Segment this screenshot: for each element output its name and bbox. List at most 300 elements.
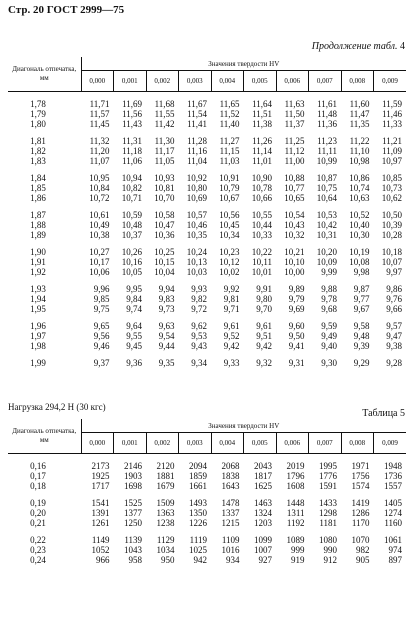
hardness-cell: 9,76 xyxy=(386,294,402,304)
hardness-cell: 1995 xyxy=(319,461,337,471)
hardness-cell: 11,12 xyxy=(284,146,305,156)
hardness-cell: 9,96 xyxy=(93,284,110,294)
hardness-cell: 1796 xyxy=(286,471,305,481)
hardness-cell: 10,47 xyxy=(154,220,175,230)
hardness-cell: 897 xyxy=(388,555,402,565)
hardness-cell: 9,86 xyxy=(386,284,402,294)
hardness-cell: 10,52 xyxy=(349,210,370,220)
hardness-table-5 xyxy=(8,419,406,565)
hardness-cell: 10,07 xyxy=(381,257,402,267)
hardness-cell: 9,72 xyxy=(191,304,207,314)
hardness-cell: 10,19 xyxy=(349,247,370,257)
hardness-cell: 9,29 xyxy=(353,358,370,368)
hardness-cell: 11,22 xyxy=(349,136,370,146)
table-row xyxy=(8,146,406,156)
hardness-cell: 10,94 xyxy=(121,173,142,183)
hardness-cell: 10,11 xyxy=(252,257,272,267)
hardness-cell: 10,34 xyxy=(219,230,240,240)
hardness-cell: 10,55 xyxy=(251,210,272,220)
table-row xyxy=(8,508,406,518)
hardness-cell: 9,28 xyxy=(386,358,402,368)
hardness-cell: 10,25 xyxy=(154,247,175,257)
hardness-cell: 1007 xyxy=(254,545,272,555)
hardness-cell: 2173 xyxy=(91,461,110,471)
hardness-cell: 9,33 xyxy=(223,358,240,368)
hardness-cell: 1215 xyxy=(221,518,240,528)
diagonal-cell: 1,89 xyxy=(30,230,46,240)
hardness-cell: 9,99 xyxy=(321,267,337,277)
hardness-cell: 11,26 xyxy=(252,136,272,146)
table-row xyxy=(8,528,406,545)
hardness-cell: 10,91 xyxy=(219,173,240,183)
hardness-cell: 1337 xyxy=(221,508,240,518)
column-header: 0,000 xyxy=(81,71,114,92)
hardness-cell: 9,34 xyxy=(191,358,207,368)
hardness-cell: 1061 xyxy=(384,535,402,545)
table-row xyxy=(8,294,406,304)
hardness-cell: 11,71 xyxy=(89,99,110,109)
hardness-cell: 1238 xyxy=(156,518,175,528)
hardness-cell: 10,21 xyxy=(284,247,305,257)
hardness-cell: 11,60 xyxy=(349,99,370,109)
hardness-cell: 10,26 xyxy=(121,247,142,257)
hardness-cell: 9,51 xyxy=(256,331,272,341)
hardness-cell: 10,48 xyxy=(121,220,142,230)
hardness-cell: 942 xyxy=(193,555,207,565)
hardness-cell: 9,83 xyxy=(158,294,175,304)
hardness-cell: 9,59 xyxy=(321,321,337,331)
hardness-cell: 1736 xyxy=(384,471,402,481)
hardness-cell: 9,84 xyxy=(126,294,142,304)
hardness-cell: 9,31 xyxy=(288,358,305,368)
hardness-cell: 10,44 xyxy=(251,220,272,230)
hardness-cell: 9,42 xyxy=(223,341,240,351)
hardness-cell: 11,30 xyxy=(154,136,175,146)
table-row xyxy=(8,277,406,294)
hardness-cell: 10,86 xyxy=(349,173,370,183)
diagonal-cell: 1,84 xyxy=(30,173,46,183)
hardness-cell: 10,92 xyxy=(186,173,207,183)
hardness-cell: 11,01 xyxy=(252,156,272,166)
hardness-cell: 11,33 xyxy=(382,119,402,129)
hardness-cell: 10,78 xyxy=(251,183,272,193)
hardness-cell: 1433 xyxy=(319,498,337,508)
column-header: 0,004 xyxy=(211,433,244,454)
table-row xyxy=(8,481,406,491)
hardness-cell: 11,23 xyxy=(317,136,337,146)
hardness-cell: 11,69 xyxy=(122,99,142,109)
hardness-cell: 11,14 xyxy=(252,146,272,156)
diagonal-cell: 1,91 xyxy=(30,257,46,267)
hardness-cell: 9,65 xyxy=(93,321,110,331)
diagonal-cell: 1,87 xyxy=(30,210,46,220)
hardness-cell: 10,45 xyxy=(219,220,240,230)
hardness-cell: 9,60 xyxy=(288,321,305,331)
hardness-cell: 1591 xyxy=(319,481,337,491)
hardness-cell: 1139 xyxy=(124,535,142,545)
diagonal-cell: 0,23 xyxy=(30,545,46,555)
hardness-cell: 1776 xyxy=(319,471,337,481)
hardness-cell: 11,51 xyxy=(252,109,272,119)
hardness-cell: 2094 xyxy=(189,461,207,471)
hardness-cell: 10,23 xyxy=(219,247,240,257)
hardness-cell: 1109 xyxy=(221,535,240,545)
hardness-cell: 9,41 xyxy=(288,341,305,351)
hardness-cell: 9,98 xyxy=(353,267,370,277)
column-header: 0,003 xyxy=(179,71,212,92)
load-label: Нагрузка 294,2 Н (30 кгс) xyxy=(8,402,106,412)
hardness-cell: 10,00 xyxy=(284,267,305,277)
column-header: 0,008 xyxy=(341,433,374,454)
hardness-cell: 10,59 xyxy=(121,210,142,220)
hardness-cell: 10,93 xyxy=(154,173,175,183)
hardness-cell: 974 xyxy=(388,545,402,555)
hardness-cell: 10,61 xyxy=(89,210,110,220)
hardness-cell: 10,99 xyxy=(316,156,337,166)
hardness-cell: 9,50 xyxy=(288,331,305,341)
hardness-cell: 10,77 xyxy=(284,183,305,193)
table-row xyxy=(8,203,406,220)
column-header: 0,007 xyxy=(309,433,342,454)
hardness-cell: 11,37 xyxy=(284,119,305,129)
hardness-cell: 10,13 xyxy=(186,257,207,267)
hardness-cell: 11,40 xyxy=(219,119,240,129)
hardness-cell: 10,74 xyxy=(349,183,370,193)
hardness-cell: 950 xyxy=(161,555,175,565)
hardness-cell: 2068 xyxy=(221,461,240,471)
hardness-cell: 11,32 xyxy=(89,136,110,146)
hardness-cell: 11,28 xyxy=(187,136,207,146)
hardness-cell: 1509 xyxy=(156,498,175,508)
hardness-cell: 10,53 xyxy=(316,210,337,220)
hardness-cell: 9,48 xyxy=(353,331,370,341)
hardness-cell: 10,72 xyxy=(89,193,110,203)
hardness-cell: 9,95 xyxy=(126,284,142,294)
hardness-cell: 10,49 xyxy=(89,220,110,230)
table-row xyxy=(8,183,406,193)
diagonal-header: Диагональ отпечатка, мм xyxy=(8,57,81,92)
hardness-cell: 1261 xyxy=(91,518,110,528)
hardness-cell: 11,17 xyxy=(154,146,175,156)
table-row xyxy=(8,314,406,331)
hardness-cell: 10,39 xyxy=(381,220,402,230)
hardness-cell: 1493 xyxy=(189,498,207,508)
column-header: 0,006 xyxy=(276,433,309,454)
hardness-cell: 10,62 xyxy=(381,193,402,203)
hardness-cell: 1903 xyxy=(124,471,142,481)
hardness-cell: 2146 xyxy=(124,461,142,471)
hardness-cell: 10,65 xyxy=(284,193,305,203)
hardness-cell: 10,57 xyxy=(186,210,207,220)
hardness-cell: 11,36 xyxy=(317,119,337,129)
hardness-cell: 2043 xyxy=(254,461,272,471)
hardness-cell: 9,44 xyxy=(158,341,175,351)
hardness-cell: 1080 xyxy=(319,535,337,545)
hardness-cell: 1324 xyxy=(254,508,272,518)
hardness-cell: 11,56 xyxy=(122,109,142,119)
hardness-cell: 1448 xyxy=(286,498,305,508)
hardness-cell: 11,64 xyxy=(252,99,272,109)
hardness-cell: 1881 xyxy=(156,471,175,481)
hardness-cell: 10,98 xyxy=(349,156,370,166)
hardness-cell: 10,06 xyxy=(89,267,110,277)
hardness-cell: 1089 xyxy=(286,535,305,545)
hardness-cell: 10,42 xyxy=(316,220,337,230)
hardness-cell: 10,58 xyxy=(154,210,175,220)
diagonal-cell: 1,80 xyxy=(30,119,46,129)
hardness-cell: 11,09 xyxy=(382,146,402,156)
hardness-cell: 10,70 xyxy=(154,193,175,203)
hardness-cell: 10,43 xyxy=(284,220,305,230)
hardness-cell: 10,10 xyxy=(284,257,305,267)
hardness-cell: 10,54 xyxy=(284,210,305,220)
hardness-cell: 1405 xyxy=(384,498,402,508)
hardness-cell: 11,46 xyxy=(382,109,402,119)
hardness-cell: 10,63 xyxy=(349,193,370,203)
hardness-cell: 9,63 xyxy=(158,321,175,331)
hardness-cell: 11,03 xyxy=(219,156,240,166)
hardness-cell: 10,09 xyxy=(316,257,337,267)
hardness-cell: 934 xyxy=(226,555,240,565)
hardness-cell: 927 xyxy=(258,555,272,565)
table-row xyxy=(8,220,406,230)
hardness-cell: 9,43 xyxy=(191,341,207,351)
table-row xyxy=(8,109,406,119)
hardness-cell: 11,31 xyxy=(122,136,142,146)
hardness-cell: 10,17 xyxy=(89,257,110,267)
hardness-cell: 1149 xyxy=(91,535,110,545)
hardness-cell: 11,52 xyxy=(219,109,240,119)
hardness-cell: 9,46 xyxy=(93,341,110,351)
hardness-cell: 9,55 xyxy=(126,331,142,341)
hardness-cell: 10,64 xyxy=(316,193,337,203)
table-row xyxy=(8,341,406,351)
hardness-cell: 1574 xyxy=(351,481,370,491)
diagonal-header: Диагональ отпечатка, мм xyxy=(8,419,81,454)
hardness-cell: 9,70 xyxy=(256,304,272,314)
hardness-cell: 11,11 xyxy=(317,146,337,156)
hardness-cell: 1025 xyxy=(189,545,207,555)
column-header: 0,006 xyxy=(276,71,309,92)
hardness-cell: 10,36 xyxy=(154,230,175,240)
hardness-cell: 10,85 xyxy=(381,173,402,183)
diagonal-cell: 1,85 xyxy=(30,183,46,193)
hardness-cell: 9,37 xyxy=(93,358,110,368)
hardness-cell: 9,79 xyxy=(288,294,305,304)
diagonal-cell: 1,88 xyxy=(30,220,46,230)
diagonal-cell: 1,82 xyxy=(30,146,46,156)
hardness-cell: 10,38 xyxy=(89,230,110,240)
hardness-cell: 11,21 xyxy=(382,136,402,146)
hardness-cell: 1643 xyxy=(221,481,240,491)
hardness-cell: 1377 xyxy=(124,508,142,518)
hardness-cell: 9,45 xyxy=(126,341,142,351)
hardness-cell: 9,71 xyxy=(223,304,240,314)
hardness-cell: 9,91 xyxy=(256,284,272,294)
hardness-cell: 11,35 xyxy=(349,119,370,129)
hardness-table-4 xyxy=(8,57,406,368)
hardness-cell: 9,61 xyxy=(256,321,272,331)
hardness-cell: 919 xyxy=(291,555,305,565)
table-row xyxy=(8,92,406,110)
hardness-cell: 11,07 xyxy=(89,156,110,166)
hardness-cell: 10,05 xyxy=(121,267,142,277)
hardness-cell: 9,35 xyxy=(158,358,175,368)
hardness-cell: 10,90 xyxy=(251,173,272,183)
column-header: 0,007 xyxy=(309,71,342,92)
hardness-cell: 1463 xyxy=(254,498,272,508)
hardness-cell: 11,54 xyxy=(187,109,207,119)
hardness-cell: 9,52 xyxy=(223,331,240,341)
hardness-cell: 9,69 xyxy=(288,304,305,314)
hardness-cell: 11,65 xyxy=(219,99,240,109)
hardness-cell: 10,08 xyxy=(349,257,370,267)
hardness-cell: 11,41 xyxy=(187,119,207,129)
hardness-cell: 9,97 xyxy=(386,267,402,277)
hardness-cell: 1756 xyxy=(351,471,370,481)
hardness-cell: 9,68 xyxy=(321,304,337,314)
hardness-cell: 10,75 xyxy=(316,183,337,193)
hardness-cell: 10,28 xyxy=(381,230,402,240)
hardness-cell: 10,18 xyxy=(381,247,402,257)
hardness-cell: 10,32 xyxy=(284,230,305,240)
hardness-cell: 11,61 xyxy=(317,99,337,109)
hardness-cell: 11,57 xyxy=(89,109,110,119)
table-row xyxy=(8,230,406,240)
hardness-cell: 10,67 xyxy=(219,193,240,203)
hardness-cell: 1625 xyxy=(254,481,272,491)
diagonal-cell: 1,98 xyxy=(30,341,46,351)
diagonal-cell: 0,19 xyxy=(30,498,46,508)
table-row xyxy=(8,156,406,166)
hardness-cell: 999 xyxy=(291,545,305,555)
hardness-cell: 11,48 xyxy=(317,109,337,119)
hardness-cell: 10,33 xyxy=(251,230,272,240)
hardness-cell: 11,63 xyxy=(284,99,305,109)
hardness-cell: 10,79 xyxy=(219,183,240,193)
hardness-cell: 10,12 xyxy=(219,257,240,267)
hardness-cell: 10,02 xyxy=(219,267,240,277)
hardness-cell: 10,03 xyxy=(186,267,207,277)
hardness-cell: 9,80 xyxy=(256,294,272,304)
column-header: 0,001 xyxy=(114,433,147,454)
hardness-cell: 9,40 xyxy=(321,341,337,351)
hardness-cell: 1070 xyxy=(351,535,370,545)
table-5-label: Таблица 5 xyxy=(362,408,405,419)
table-row xyxy=(8,491,406,508)
hardness-cell: 1034 xyxy=(156,545,175,555)
hardness-cell: 10,95 xyxy=(89,173,110,183)
hardness-cell: 10,46 xyxy=(186,220,207,230)
column-header: 0,008 xyxy=(341,71,374,92)
hardness-cell: 10,84 xyxy=(89,183,110,193)
hardness-cell: 11,59 xyxy=(382,99,402,109)
column-header: 0,003 xyxy=(179,433,212,454)
hardness-cell: 10,66 xyxy=(251,193,272,203)
hardness-cell: 10,50 xyxy=(381,210,402,220)
hardness-cell: 9,42 xyxy=(256,341,272,351)
hardness-cell: 1160 xyxy=(384,518,402,528)
diagonal-cell: 0,24 xyxy=(30,555,46,565)
hardness-cell: 1203 xyxy=(254,518,272,528)
hardness-cell: 9,94 xyxy=(158,284,175,294)
hardness-cell: 11,15 xyxy=(219,146,240,156)
hardness-cell: 10,30 xyxy=(349,230,370,240)
column-header: 0,002 xyxy=(146,433,179,454)
hardness-cell: 11,20 xyxy=(89,146,110,156)
hardness-cell: 10,16 xyxy=(121,257,142,267)
hardness-cell: 10,73 xyxy=(381,183,402,193)
hardness-cell: 9,74 xyxy=(126,304,142,314)
hardness-cell: 1838 xyxy=(221,471,240,481)
table-row xyxy=(8,257,406,267)
hardness-cell: 966 xyxy=(96,555,110,565)
hardness-cell: 10,37 xyxy=(121,230,142,240)
hardness-cell: 10,71 xyxy=(121,193,142,203)
hardness-cell: 1311 xyxy=(286,508,305,518)
table-row xyxy=(8,555,406,565)
continuation-label: Продолжение табл. 4 xyxy=(311,41,405,52)
hardness-cell: 9,67 xyxy=(353,304,370,314)
table-row xyxy=(8,240,406,257)
column-header: 0,004 xyxy=(211,71,244,92)
hardness-cell: 1661 xyxy=(189,481,207,491)
hardness-cell: 9,58 xyxy=(353,321,370,331)
hardness-cell: 1350 xyxy=(189,508,207,518)
diagonal-cell: 1,81 xyxy=(30,136,46,146)
hardness-cell: 11,27 xyxy=(219,136,240,146)
table-row xyxy=(8,454,406,472)
diagonal-cell: 0,17 xyxy=(30,471,46,481)
hardness-cell: 9,77 xyxy=(353,294,370,304)
hardness-cell: 9,89 xyxy=(288,284,305,294)
diagonal-cell: 1,97 xyxy=(30,331,46,341)
hardness-cell: 10,69 xyxy=(186,193,207,203)
column-header: 0,001 xyxy=(114,71,147,92)
hardness-cell: 1226 xyxy=(189,518,207,528)
hardness-cell: 1192 xyxy=(286,518,305,528)
hardness-cell: 1129 xyxy=(156,535,175,545)
table-row xyxy=(8,166,406,183)
table-row xyxy=(8,351,406,368)
hardness-cell: 11,55 xyxy=(154,109,175,119)
column-header: 0,009 xyxy=(374,71,407,92)
hardness-cell: 10,82 xyxy=(121,183,142,193)
hardness-cell: 1925 xyxy=(91,471,110,481)
diagonal-cell: 0,20 xyxy=(30,508,46,518)
hardness-cell: 11,38 xyxy=(252,119,272,129)
hardness-cell: 1541 xyxy=(91,498,110,508)
hardness-cell: 9,88 xyxy=(321,284,337,294)
hardness-cell: 1948 xyxy=(384,461,402,471)
diagonal-cell: 1,95 xyxy=(30,304,46,314)
hardness-cell: 9,38 xyxy=(386,341,402,351)
hardness-cell: 9,73 xyxy=(158,304,175,314)
hardness-cell: 10,88 xyxy=(284,173,305,183)
diagonal-cell: 0,16 xyxy=(30,461,46,471)
hardness-cell: 912 xyxy=(323,555,337,565)
hardness-cell: 1679 xyxy=(156,481,175,491)
diagonal-cell: 0,18 xyxy=(30,481,46,491)
hardness-cell: 1250 xyxy=(124,518,142,528)
column-header: 0,005 xyxy=(244,71,277,92)
table-row xyxy=(8,267,406,277)
column-header: 0,000 xyxy=(81,433,114,454)
hardness-cell: 11,43 xyxy=(122,119,142,129)
hardness-cell: 9,39 xyxy=(353,341,370,351)
diagonal-cell: 1,96 xyxy=(30,321,46,331)
hardness-cell: 11,16 xyxy=(187,146,207,156)
